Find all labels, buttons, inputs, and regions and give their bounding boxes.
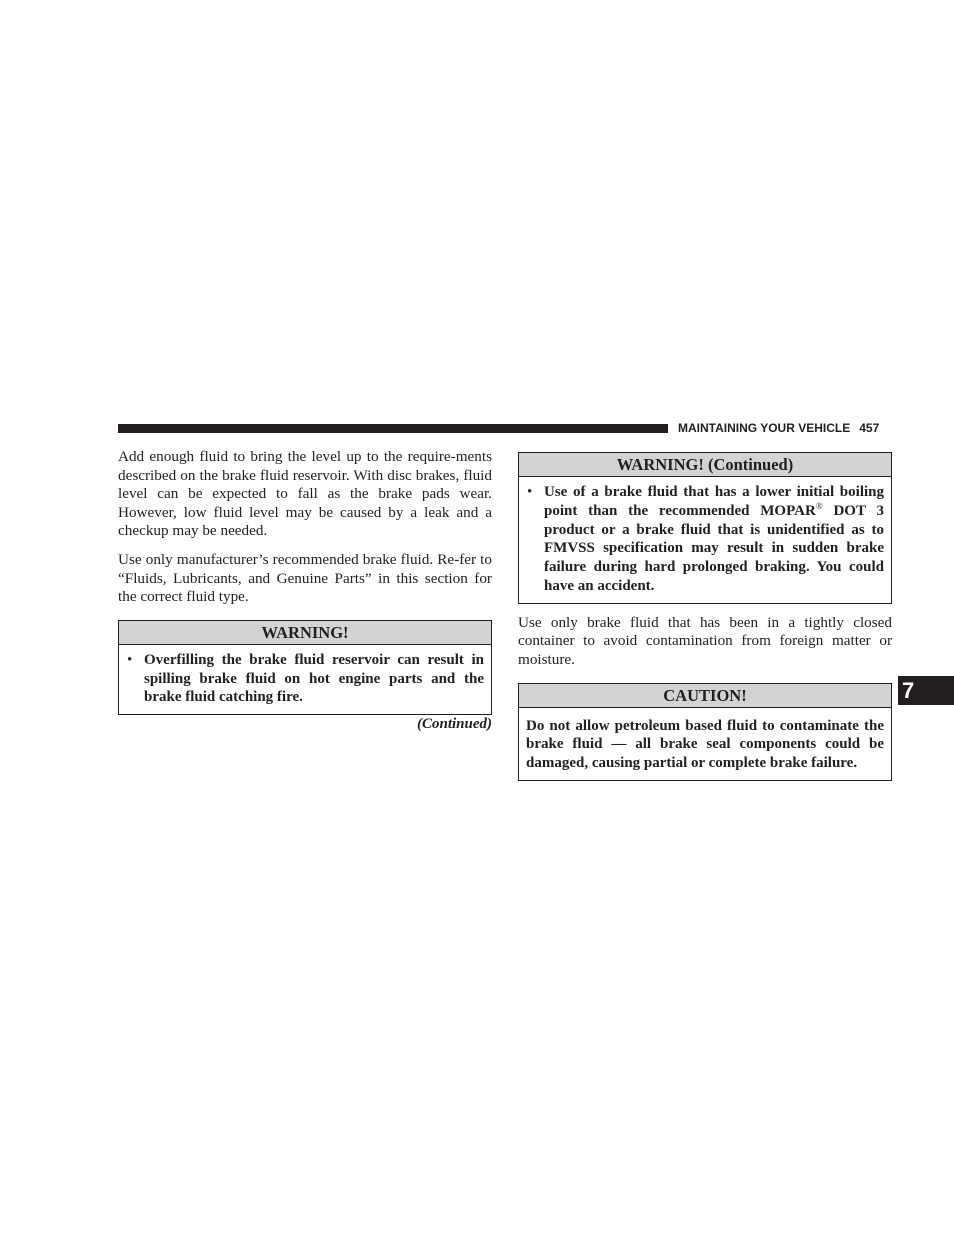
warning-continued-bullet [526,483,884,596]
bullet-dot: • [527,484,533,500]
warning-bullet [126,651,484,707]
chapter-tab: 7 [898,676,954,705]
recommended-fluid-paragraph: Use only manufacturer’s recommended brake fluid. Re-fer to “Fluids, Lubricants, and Genuine Parts” in this section for the correct fluid type. [118,550,492,606]
running-header [678,420,892,436]
bullet-text-start: Use of a brake fluid that has a lower initial boiling point than the recommended MOPAR [544,484,884,519]
section-title: MAINTAINING YOUR VEHICLE [678,421,851,435]
caution-text: Do not allow petroleum based fluid to contaminate the brake fluid — all brake seal components could be damaged, causing partial or complete brake failure. [526,717,884,772]
caution-body [519,708,891,780]
bullet-text-end: DOT 3 product or a brake fluid that is unidentified as to FMVSS specification may result in sudden brake failure during hard prolonged braking. You could have an accident. [544,502,884,594]
warning-continued-box [518,452,892,604]
sealed-container-paragraph: Use only brake fluid that has been in a tightly closed container to avoid contamination from foreign matter or moisture. [518,613,892,668]
caution-box [518,683,892,781]
continued-label: (Continued) [416,716,492,733]
warning-continued-body [519,477,891,603]
registered-mark: ® [815,500,823,511]
warning-continued-bullet-text [544,483,884,596]
left-column [118,448,492,733]
warning-bullet-text: Overfilling the brake fluid reservoir can result in spilling brake fluid on hot engine parts and the brake fluid catching fire. [144,651,484,706]
bullet-dot: • [127,651,133,668]
warning-continued-title: WARNING! (Continued) [519,453,891,477]
header-rule [118,424,668,433]
page-number: 457 [859,421,880,435]
warning-body [119,645,491,714]
warning-box [118,620,492,715]
right-column [518,452,892,781]
caution-title: CAUTION! [519,684,891,708]
warning-title: WARNING! [119,621,491,645]
brake-fluid-level-paragraph: Add enough fluid to bring the level up to the require-ments described on the brake fluid reservoir. With disc brakes, fluid level can be expected to fall as the brake pads wear. However, low fluid level may be caused by a leak and a checkup may be needed. [118,448,492,540]
